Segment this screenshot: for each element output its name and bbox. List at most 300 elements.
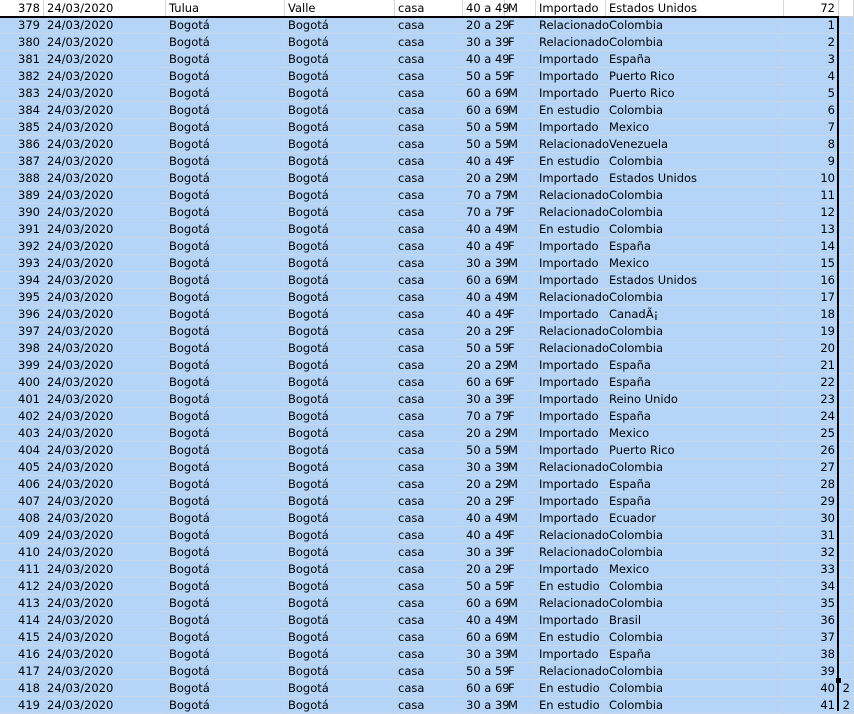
cell-edad[interactable]: 40 a 49 — [463, 221, 505, 238]
cell-fecha[interactable]: 24/03/2020 — [44, 561, 166, 578]
cell-sexo[interactable]: F — [505, 561, 536, 578]
cell-n[interactable]: 7 — [784, 119, 839, 136]
cell-ciudad[interactable]: Bogotá — [166, 442, 285, 459]
cell-tipo[interactable]: Importado — [536, 306, 606, 323]
cell-pais[interactable]: Colombia — [606, 289, 784, 306]
cell-edad[interactable]: 50 a 59 — [463, 136, 505, 153]
cell-id[interactable]: 393 — [0, 255, 44, 272]
cell-id[interactable]: 404 — [0, 442, 44, 459]
cell-sexo[interactable]: M — [505, 612, 536, 629]
cell-atencion[interactable]: casa — [395, 204, 463, 221]
cell-atencion[interactable]: casa — [395, 680, 463, 697]
cell-fecha[interactable]: 24/03/2020 — [44, 612, 166, 629]
cell-n[interactable]: 38 — [784, 646, 839, 663]
cell-id[interactable]: 388 — [0, 170, 44, 187]
cell-pais[interactable]: Mexico — [606, 119, 784, 136]
cell-ciudad[interactable]: Bogotá — [166, 663, 285, 680]
cell-departamento[interactable]: Bogotá — [285, 170, 395, 187]
cell-ciudad[interactable]: Bogotá — [166, 272, 285, 289]
cell-atencion[interactable]: casa — [395, 408, 463, 425]
cell-fecha[interactable]: 24/03/2020 — [44, 323, 166, 340]
cell-sexo[interactable]: M — [505, 425, 536, 442]
cell-atencion[interactable]: casa — [395, 629, 463, 646]
cell-sexo[interactable]: M — [505, 119, 536, 136]
cell-departamento[interactable]: Bogotá — [285, 255, 395, 272]
cell-ciudad[interactable]: Bogotá — [166, 527, 285, 544]
cell-edad[interactable]: 50 a 59 — [463, 578, 505, 595]
cell-n[interactable]: 3 — [784, 51, 839, 68]
cell-pais[interactable]: Puerto Rico — [606, 68, 784, 85]
cell-extra[interactable] — [839, 646, 854, 663]
cell-departamento[interactable]: Bogotá — [285, 476, 395, 493]
cell-edad[interactable]: 70 a 79 — [463, 408, 505, 425]
cell-n[interactable]: 36 — [784, 612, 839, 629]
cell-departamento[interactable]: Bogotá — [285, 408, 395, 425]
cell-atencion[interactable]: casa — [395, 255, 463, 272]
cell-tipo[interactable]: Importado — [536, 391, 606, 408]
cell-tipo[interactable]: Importado — [536, 170, 606, 187]
cell-departamento[interactable]: Valle — [285, 0, 395, 17]
table-row[interactable] — [0, 442, 854, 459]
cell-extra[interactable] — [839, 374, 854, 391]
cell-sexo[interactable]: M — [505, 85, 536, 102]
cell-edad[interactable]: 50 a 59 — [463, 68, 505, 85]
table-row[interactable] — [0, 51, 854, 68]
cell-n[interactable]: 26 — [784, 442, 839, 459]
table-row[interactable] — [0, 561, 854, 578]
cell-departamento[interactable]: Bogotá — [285, 493, 395, 510]
cell-id[interactable]: 402 — [0, 408, 44, 425]
cell-extra[interactable] — [839, 510, 854, 527]
cell-sexo[interactable]: F — [505, 340, 536, 357]
cell-fecha[interactable]: 24/03/2020 — [44, 34, 166, 51]
cell-edad[interactable]: 40 a 49 — [463, 510, 505, 527]
table-row[interactable] — [0, 595, 854, 612]
cell-departamento[interactable]: Bogotá — [285, 34, 395, 51]
cell-extra[interactable] — [839, 408, 854, 425]
cell-departamento[interactable]: Bogotá — [285, 391, 395, 408]
table-row[interactable] — [0, 663, 854, 680]
cell-ciudad[interactable]: Bogotá — [166, 323, 285, 340]
cell-n[interactable]: 24 — [784, 408, 839, 425]
cell-sexo[interactable]: F — [505, 51, 536, 68]
cell-departamento[interactable]: Bogotá — [285, 340, 395, 357]
cell-pais[interactable]: Colombia — [606, 204, 784, 221]
cell-tipo[interactable]: Importado — [536, 255, 606, 272]
cell-fecha[interactable]: 24/03/2020 — [44, 306, 166, 323]
cell-id[interactable]: 394 — [0, 272, 44, 289]
cell-id[interactable]: 390 — [0, 204, 44, 221]
cell-pais[interactable]: Colombia — [606, 153, 784, 170]
cell-atencion[interactable]: casa — [395, 85, 463, 102]
cell-edad[interactable]: 50 a 59 — [463, 663, 505, 680]
cell-atencion[interactable]: casa — [395, 170, 463, 187]
cell-sexo[interactable]: F — [505, 323, 536, 340]
cell-n[interactable]: 5 — [784, 85, 839, 102]
cell-ciudad[interactable]: Bogotá — [166, 255, 285, 272]
cell-tipo[interactable]: Relacionado — [536, 527, 606, 544]
cell-departamento[interactable]: Bogotá — [285, 374, 395, 391]
cell-edad[interactable]: 20 a 29 — [463, 493, 505, 510]
cell-edad[interactable]: 60 a 69 — [463, 85, 505, 102]
cell-extra[interactable] — [839, 204, 854, 221]
cell-id[interactable]: 384 — [0, 102, 44, 119]
cell-ciudad[interactable]: Bogotá — [166, 136, 285, 153]
cell-ciudad[interactable]: Bogotá — [166, 119, 285, 136]
cell-tipo[interactable]: Importado — [536, 442, 606, 459]
cell-extra[interactable] — [839, 527, 854, 544]
cell-n[interactable]: 13 — [784, 221, 839, 238]
cell-departamento[interactable]: Bogotá — [285, 544, 395, 561]
cell-atencion[interactable]: casa — [395, 476, 463, 493]
cell-pais[interactable]: España — [606, 374, 784, 391]
cell-fecha[interactable]: 24/03/2020 — [44, 187, 166, 204]
cell-extra[interactable] — [839, 221, 854, 238]
cell-n[interactable]: 22 — [784, 374, 839, 391]
cell-departamento[interactable]: Bogotá — [285, 595, 395, 612]
cell-sexo[interactable]: F — [505, 663, 536, 680]
cell-ciudad[interactable]: Bogotá — [166, 153, 285, 170]
cell-extra[interactable] — [839, 578, 854, 595]
cell-tipo[interactable]: Importado — [536, 476, 606, 493]
cell-fecha[interactable]: 24/03/2020 — [44, 204, 166, 221]
cell-id[interactable]: 417 — [0, 663, 44, 680]
table-row[interactable] — [0, 680, 854, 697]
cell-pais[interactable]: Colombia — [606, 527, 784, 544]
cell-extra[interactable] — [839, 17, 854, 34]
cell-extra[interactable] — [839, 663, 854, 680]
cell-fecha[interactable]: 24/03/2020 — [44, 544, 166, 561]
cell-sexo[interactable]: M — [505, 595, 536, 612]
cell-extra[interactable] — [839, 476, 854, 493]
table-row[interactable] — [0, 374, 854, 391]
cell-id[interactable]: 409 — [0, 527, 44, 544]
cell-fecha[interactable]: 24/03/2020 — [44, 442, 166, 459]
cell-departamento[interactable]: Bogotá — [285, 680, 395, 697]
cell-pais[interactable]: Puerto Rico — [606, 442, 784, 459]
cell-id[interactable]: 400 — [0, 374, 44, 391]
cell-departamento[interactable]: Bogotá — [285, 442, 395, 459]
cell-n[interactable]: 8 — [784, 136, 839, 153]
cell-extra[interactable] — [839, 289, 854, 306]
cell-fecha[interactable]: 24/03/2020 — [44, 408, 166, 425]
cell-pais[interactable]: Colombia — [606, 544, 784, 561]
cell-departamento[interactable]: Bogotá — [285, 425, 395, 442]
cell-tipo[interactable]: Relacionado — [536, 459, 606, 476]
cell-fecha[interactable]: 24/03/2020 — [44, 289, 166, 306]
cell-fecha[interactable]: 24/03/2020 — [44, 357, 166, 374]
cell-fecha[interactable]: 24/03/2020 — [44, 629, 166, 646]
cell-pais[interactable]: Puerto Rico — [606, 85, 784, 102]
cell-n[interactable]: 16 — [784, 272, 839, 289]
table-row[interactable] — [0, 340, 854, 357]
cell-fecha[interactable]: 24/03/2020 — [44, 255, 166, 272]
cell-edad[interactable]: 60 a 69 — [463, 629, 505, 646]
cell-n[interactable]: 35 — [784, 595, 839, 612]
cell-pais[interactable]: Colombia — [606, 102, 784, 119]
cell-n[interactable]: 6 — [784, 102, 839, 119]
cell-fecha[interactable]: 24/03/2020 — [44, 459, 166, 476]
cell-n[interactable]: 18 — [784, 306, 839, 323]
cell-ciudad[interactable]: Bogotá — [166, 221, 285, 238]
cell-id[interactable]: 389 — [0, 187, 44, 204]
cell-id[interactable]: 401 — [0, 391, 44, 408]
cell-sexo[interactable]: M — [505, 697, 536, 714]
cell-pais[interactable]: Colombia — [606, 17, 784, 34]
cell-pais[interactable]: Mexico — [606, 561, 784, 578]
cell-fecha[interactable]: 24/03/2020 — [44, 578, 166, 595]
cell-ciudad[interactable]: Bogotá — [166, 493, 285, 510]
cell-sexo[interactable]: M — [505, 170, 536, 187]
table-row[interactable] — [0, 238, 854, 255]
cell-tipo[interactable]: Importado — [536, 646, 606, 663]
cell-sexo[interactable]: F — [505, 408, 536, 425]
table-row[interactable] — [0, 119, 854, 136]
cell-extra[interactable] — [839, 340, 854, 357]
cell-extra[interactable] — [839, 629, 854, 646]
cell-ciudad[interactable]: Bogotá — [166, 17, 285, 34]
cell-id[interactable]: 382 — [0, 68, 44, 85]
cell-departamento[interactable]: Bogotá — [285, 612, 395, 629]
cell-n[interactable]: 28 — [784, 476, 839, 493]
cell-pais[interactable]: Colombia — [606, 323, 784, 340]
cell-pais[interactable]: Reino Unido — [606, 391, 784, 408]
cell-atencion[interactable]: casa — [395, 221, 463, 238]
cell-n[interactable]: 37 — [784, 629, 839, 646]
cell-extra[interactable]: 2 — [839, 697, 854, 714]
cell-atencion[interactable]: casa — [395, 51, 463, 68]
table-row[interactable] — [0, 544, 854, 561]
cell-n[interactable]: 34 — [784, 578, 839, 595]
cell-ciudad[interactable]: Bogotá — [166, 170, 285, 187]
table-row[interactable] — [0, 578, 854, 595]
cell-id[interactable]: 419 — [0, 697, 44, 714]
cell-tipo[interactable]: Importado — [536, 238, 606, 255]
cell-atencion[interactable]: casa — [395, 119, 463, 136]
cell-departamento[interactable]: Bogotá — [285, 646, 395, 663]
cell-ciudad[interactable]: Bogotá — [166, 425, 285, 442]
cell-tipo[interactable]: Relacionado — [536, 323, 606, 340]
cell-edad[interactable]: 30 a 39 — [463, 34, 505, 51]
cell-ciudad[interactable]: Bogotá — [166, 289, 285, 306]
cell-tipo[interactable]: Importado — [536, 493, 606, 510]
cell-atencion[interactable]: casa — [395, 442, 463, 459]
cell-pais[interactable]: Estados Unidos — [606, 0, 784, 17]
cell-fecha[interactable]: 24/03/2020 — [44, 374, 166, 391]
cell-departamento[interactable]: Bogotá — [285, 578, 395, 595]
table-row[interactable] — [0, 17, 854, 34]
cell-pais[interactable]: España — [606, 476, 784, 493]
cell-fecha[interactable]: 24/03/2020 — [44, 493, 166, 510]
cell-departamento[interactable]: Bogotá — [285, 306, 395, 323]
cell-tipo[interactable]: Relacionado — [536, 595, 606, 612]
cell-fecha[interactable]: 24/03/2020 — [44, 340, 166, 357]
cell-extra[interactable] — [839, 391, 854, 408]
table-row[interactable] — [0, 357, 854, 374]
cell-id[interactable]: 387 — [0, 153, 44, 170]
cell-id[interactable]: 391 — [0, 221, 44, 238]
cell-departamento[interactable]: Bogotá — [285, 187, 395, 204]
cell-atencion[interactable]: casa — [395, 561, 463, 578]
cell-n[interactable]: 9 — [784, 153, 839, 170]
cell-tipo[interactable]: Importado — [536, 85, 606, 102]
cell-fecha[interactable]: 24/03/2020 — [44, 238, 166, 255]
table-row[interactable] — [0, 493, 854, 510]
cell-atencion[interactable]: casa — [395, 425, 463, 442]
cell-pais[interactable]: España — [606, 238, 784, 255]
cell-atencion[interactable]: casa — [395, 340, 463, 357]
cell-tipo[interactable]: En estudio — [536, 578, 606, 595]
cell-n[interactable]: 17 — [784, 289, 839, 306]
cell-ciudad[interactable]: Bogotá — [166, 102, 285, 119]
cell-sexo[interactable]: F — [505, 680, 536, 697]
cell-atencion[interactable]: casa — [395, 0, 463, 17]
cell-pais[interactable]: Colombia — [606, 34, 784, 51]
cell-pais[interactable]: Colombia — [606, 221, 784, 238]
cell-pais[interactable]: Colombia — [606, 578, 784, 595]
cell-tipo[interactable]: Importado — [536, 51, 606, 68]
cell-sexo[interactable]: M — [505, 442, 536, 459]
cell-n[interactable]: 14 — [784, 238, 839, 255]
cell-id[interactable]: 399 — [0, 357, 44, 374]
cell-sexo[interactable]: M — [505, 476, 536, 493]
table-row[interactable] — [0, 527, 854, 544]
cell-ciudad[interactable]: Bogotá — [166, 629, 285, 646]
cell-atencion[interactable]: casa — [395, 595, 463, 612]
cell-extra[interactable] — [839, 323, 854, 340]
cell-atencion[interactable]: casa — [395, 646, 463, 663]
cell-atencion[interactable]: casa — [395, 357, 463, 374]
cell-n[interactable]: 10 — [784, 170, 839, 187]
cell-ciudad[interactable]: Bogotá — [166, 306, 285, 323]
cell-pais[interactable]: Colombia — [606, 187, 784, 204]
cell-extra[interactable] — [839, 187, 854, 204]
cell-fecha[interactable]: 24/03/2020 — [44, 170, 166, 187]
cell-edad[interactable]: 30 a 39 — [463, 459, 505, 476]
cell-fecha[interactable]: 24/03/2020 — [44, 153, 166, 170]
cell-tipo[interactable]: Relacionado — [536, 136, 606, 153]
cell-pais[interactable]: Mexico — [606, 425, 784, 442]
cell-atencion[interactable]: casa — [395, 17, 463, 34]
cell-atencion[interactable]: casa — [395, 459, 463, 476]
cell-departamento[interactable]: Bogotá — [285, 204, 395, 221]
table-row[interactable] — [0, 204, 854, 221]
cell-ciudad[interactable]: Bogotá — [166, 459, 285, 476]
cell-pais[interactable]: Colombia — [606, 697, 784, 714]
cell-edad[interactable]: 50 a 59 — [463, 442, 505, 459]
cell-id[interactable]: 414 — [0, 612, 44, 629]
cell-fecha[interactable]: 24/03/2020 — [44, 221, 166, 238]
cell-pais[interactable]: Brasil — [606, 612, 784, 629]
table-row[interactable] — [0, 408, 854, 425]
cell-fecha[interactable]: 24/03/2020 — [44, 595, 166, 612]
cell-fecha[interactable]: 24/03/2020 — [44, 663, 166, 680]
cell-pais[interactable]: España — [606, 51, 784, 68]
cell-fecha[interactable]: 24/03/2020 — [44, 17, 166, 34]
cell-sexo[interactable]: F — [505, 17, 536, 34]
table-row[interactable] — [0, 391, 854, 408]
cell-n[interactable]: 41 — [784, 697, 839, 714]
cell-sexo[interactable]: M — [505, 459, 536, 476]
cell-edad[interactable]: 50 a 59 — [463, 119, 505, 136]
cell-tipo[interactable]: Importado — [536, 425, 606, 442]
cell-departamento[interactable]: Bogotá — [285, 527, 395, 544]
cell-atencion[interactable]: casa — [395, 136, 463, 153]
cell-ciudad[interactable]: Bogotá — [166, 697, 285, 714]
cell-sexo[interactable]: M — [505, 357, 536, 374]
cell-tipo[interactable]: Importado — [536, 510, 606, 527]
cell-extra[interactable] — [839, 170, 854, 187]
cell-id[interactable]: 392 — [0, 238, 44, 255]
cell-pais[interactable]: Ecuador — [606, 510, 784, 527]
cell-ciudad[interactable]: Bogotá — [166, 561, 285, 578]
cell-n[interactable]: 32 — [784, 544, 839, 561]
cell-edad[interactable]: 20 a 29 — [463, 17, 505, 34]
cell-edad[interactable]: 50 a 59 — [463, 340, 505, 357]
cell-fecha[interactable]: 24/03/2020 — [44, 102, 166, 119]
cell-extra[interactable] — [839, 272, 854, 289]
cell-departamento[interactable]: Bogotá — [285, 102, 395, 119]
cell-fecha[interactable]: 24/03/2020 — [44, 527, 166, 544]
cell-id[interactable]: 380 — [0, 34, 44, 51]
table-row[interactable] — [0, 646, 854, 663]
cell-tipo[interactable]: Relacionado — [536, 340, 606, 357]
cell-id[interactable]: 415 — [0, 629, 44, 646]
cell-ciudad[interactable]: Bogotá — [166, 476, 285, 493]
cell-sexo[interactable]: F — [505, 238, 536, 255]
cell-fecha[interactable]: 24/03/2020 — [44, 391, 166, 408]
cell-tipo[interactable]: Importado — [536, 68, 606, 85]
cell-edad[interactable]: 30 a 39 — [463, 646, 505, 663]
cell-id[interactable]: 418 — [0, 680, 44, 697]
cell-tipo[interactable]: Importado — [536, 0, 606, 17]
cell-atencion[interactable]: casa — [395, 391, 463, 408]
cell-atencion[interactable]: casa — [395, 493, 463, 510]
table-row[interactable] — [0, 289, 854, 306]
cell-atencion[interactable]: casa — [395, 697, 463, 714]
cell-departamento[interactable]: Bogotá — [285, 272, 395, 289]
cell-tipo[interactable]: En estudio — [536, 629, 606, 646]
cell-ciudad[interactable]: Bogotá — [166, 510, 285, 527]
cell-extra[interactable] — [839, 51, 854, 68]
cell-ciudad[interactable]: Bogotá — [166, 612, 285, 629]
cell-id[interactable]: 407 — [0, 493, 44, 510]
cell-departamento[interactable]: Bogotá — [285, 51, 395, 68]
cell-edad[interactable]: 40 a 49 — [463, 0, 505, 17]
table-row[interactable] — [0, 476, 854, 493]
cell-edad[interactable]: 30 a 39 — [463, 697, 505, 714]
cell-departamento[interactable]: Bogotá — [285, 459, 395, 476]
cell-tipo[interactable]: Relacionado — [536, 17, 606, 34]
cell-n[interactable]: 21 — [784, 357, 839, 374]
cell-id[interactable]: 413 — [0, 595, 44, 612]
cell-id[interactable]: 412 — [0, 578, 44, 595]
table-row[interactable] — [0, 102, 854, 119]
cell-id[interactable]: 381 — [0, 51, 44, 68]
cell-departamento[interactable]: Bogotá — [285, 561, 395, 578]
cell-extra[interactable]: 2 — [839, 680, 854, 697]
cell-sexo[interactable]: M — [505, 272, 536, 289]
table-row[interactable] — [0, 221, 854, 238]
cell-ciudad[interactable]: Tulua — [166, 0, 285, 17]
cell-fecha[interactable]: 24/03/2020 — [44, 697, 166, 714]
cell-tipo[interactable]: En estudio — [536, 153, 606, 170]
cell-n[interactable]: 19 — [784, 323, 839, 340]
cell-atencion[interactable]: casa — [395, 612, 463, 629]
cell-id[interactable]: 385 — [0, 119, 44, 136]
cell-n[interactable]: 20 — [784, 340, 839, 357]
cell-pais[interactable]: España — [606, 646, 784, 663]
